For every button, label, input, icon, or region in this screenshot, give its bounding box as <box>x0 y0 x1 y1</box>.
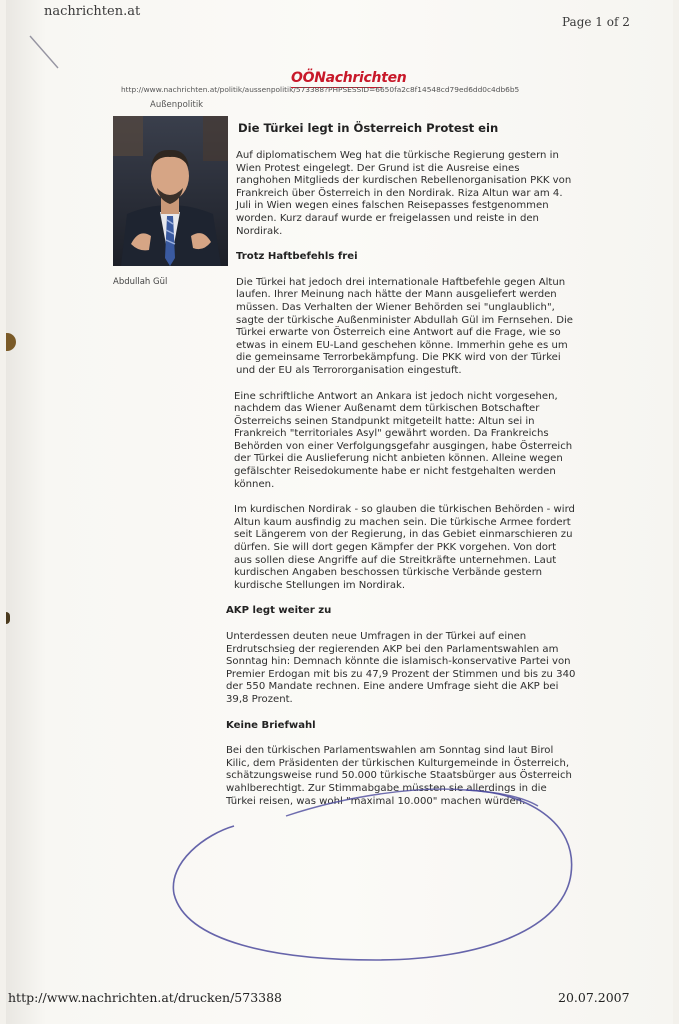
pen-circle-annotation <box>166 782 586 972</box>
punch-hole <box>6 333 16 351</box>
paragraph-4: Im kurdischen Nordirak - so glauben die türkischen Behörden - wird Altun kaum ausfindig zu machen sein. Die türkische Armee fordert seit Längerem von der Regierung, in das Gebiet einmarschieren zu dürfen. Sie will dort gegen Kämpfer der PKK vorgehen. Von dort aus sollen diese Angriffe auf die Streitkräfte unternehmen. Laut kurdischen Angaben beschossen türkische Verbände gestern kurdische Stellungen im Nordirak. <box>234 504 575 591</box>
subheading-trotz-haftbefehls: Trotz Haftbefehls frei <box>236 251 358 263</box>
footer-date: 20.07.2007 <box>558 990 630 1005</box>
paragraph-2: Die Türkei hat jedoch drei internationale Haftbefehle gegen Altun laufen. Ihrer Meinung nach hätte der Mann ausgeliefert werden müssen. Das Verhalten der Wiener Behörden sei "unglaublich", sagte der türkische Außenminister Abdullah Gül im Fernsehen. Die Türkei erwarte von Österreich eine Antwort auf die Frage, wie so etwas in einem EU-Land geschehen könne. Immerhin gehe es um die gemeinsame Terrorbekämpfung. Die PKK wird von der Türkei und der EU als Terrororganisation eingestuft. <box>236 276 573 376</box>
section-label: Außenpolitik <box>150 100 204 110</box>
paragraph-6: Bei den türkischen Parlamentswahlen am Sonntag sind laut Birol Kilic, dem Präsidenten der türkischen Kulturgemeinde in Österreich, schätzungsweise rund 50.000 türkische Staatsbürger aus Österreich wahlberechtigt. Zur Stimmabgabe müssten sie allerdings in die Türkei reisen, was wohl "maximal 10.000" machen würden. <box>226 745 572 807</box>
pen-mark <box>28 34 64 74</box>
subheading-akp: AKP legt weiter zu <box>226 605 332 617</box>
punch-hole <box>6 612 10 624</box>
paragraph-1: Auf diplomatischem Weg hat die türkische Regierung gestern in Wien Protest eingelegt. Der Grund ist die Ausreise eines ranghohen Mitglieds der kurdischen Rebellenorganisation PKK von Frankreich über Österreich in den Nordirak. Riza Altun war am 4. Juli in Wien wegen eines falschen Reisepasses festgenommen worden. Kurz darauf wurde er freigelassen und reiste in den Nordirak. <box>236 150 572 237</box>
paragraph-3: Eine schriftliche Antwort an Ankara ist jedoch nicht vorgesehen, nachdem das Wiener Außenamt dem türkischen Botschafter Österreichs seinen Standpunkt mitgeteilt hatte: Altun sei in Frankreich "territoriales Asyl" gewährt worden. Da Frankreichs Behörden von einer Verfolgungsgefahr ausgingen, habe Österreich der Türkei die Auslieferung nicht anbieten können. Alleine wegen gefälschter Reisedokumente habe er nicht festgehalten werden können. <box>234 390 573 490</box>
brand-logo: OÖNachrichten <box>291 70 407 86</box>
footer-url: http://www.nachrichten.at/drucken/573388 <box>8 990 283 1005</box>
subheading-briefwahl: Keine Briefwahl <box>226 719 316 731</box>
article-body <box>226 150 576 821</box>
portrait-photo <box>113 116 228 266</box>
printed-page <box>6 0 673 1024</box>
article-headline: Die Türkei legt in Österreich Protest ein <box>238 121 499 135</box>
header-site: nachrichten.at <box>44 4 141 19</box>
photo-caption: Abdullah Gül <box>113 277 168 287</box>
paragraph-5: Unterdessen deuten neue Umfragen in der Türkei auf einen Erdrutschsieg der regierenden AKP bei den Parlamentswahlen am Sonntag hin: Demnach könnte die islamisch-konservative Partei von Premier Erdogan mit bis zu 47,9 Prozent der Stimmen und bis zu 340 der 550 Mandate rechnen. Eine andere Umfrage sieht die AKP bei 39,8 Prozent. <box>226 631 576 705</box>
article-url: http://www.nachrichten.at/politik/aussenpolitik/573388?PHPSESSID=6650fa2c8f14548cd79ed6dd0c4db6b5 <box>121 85 520 94</box>
header-page-number: Page 1 of 2 <box>562 15 630 29</box>
